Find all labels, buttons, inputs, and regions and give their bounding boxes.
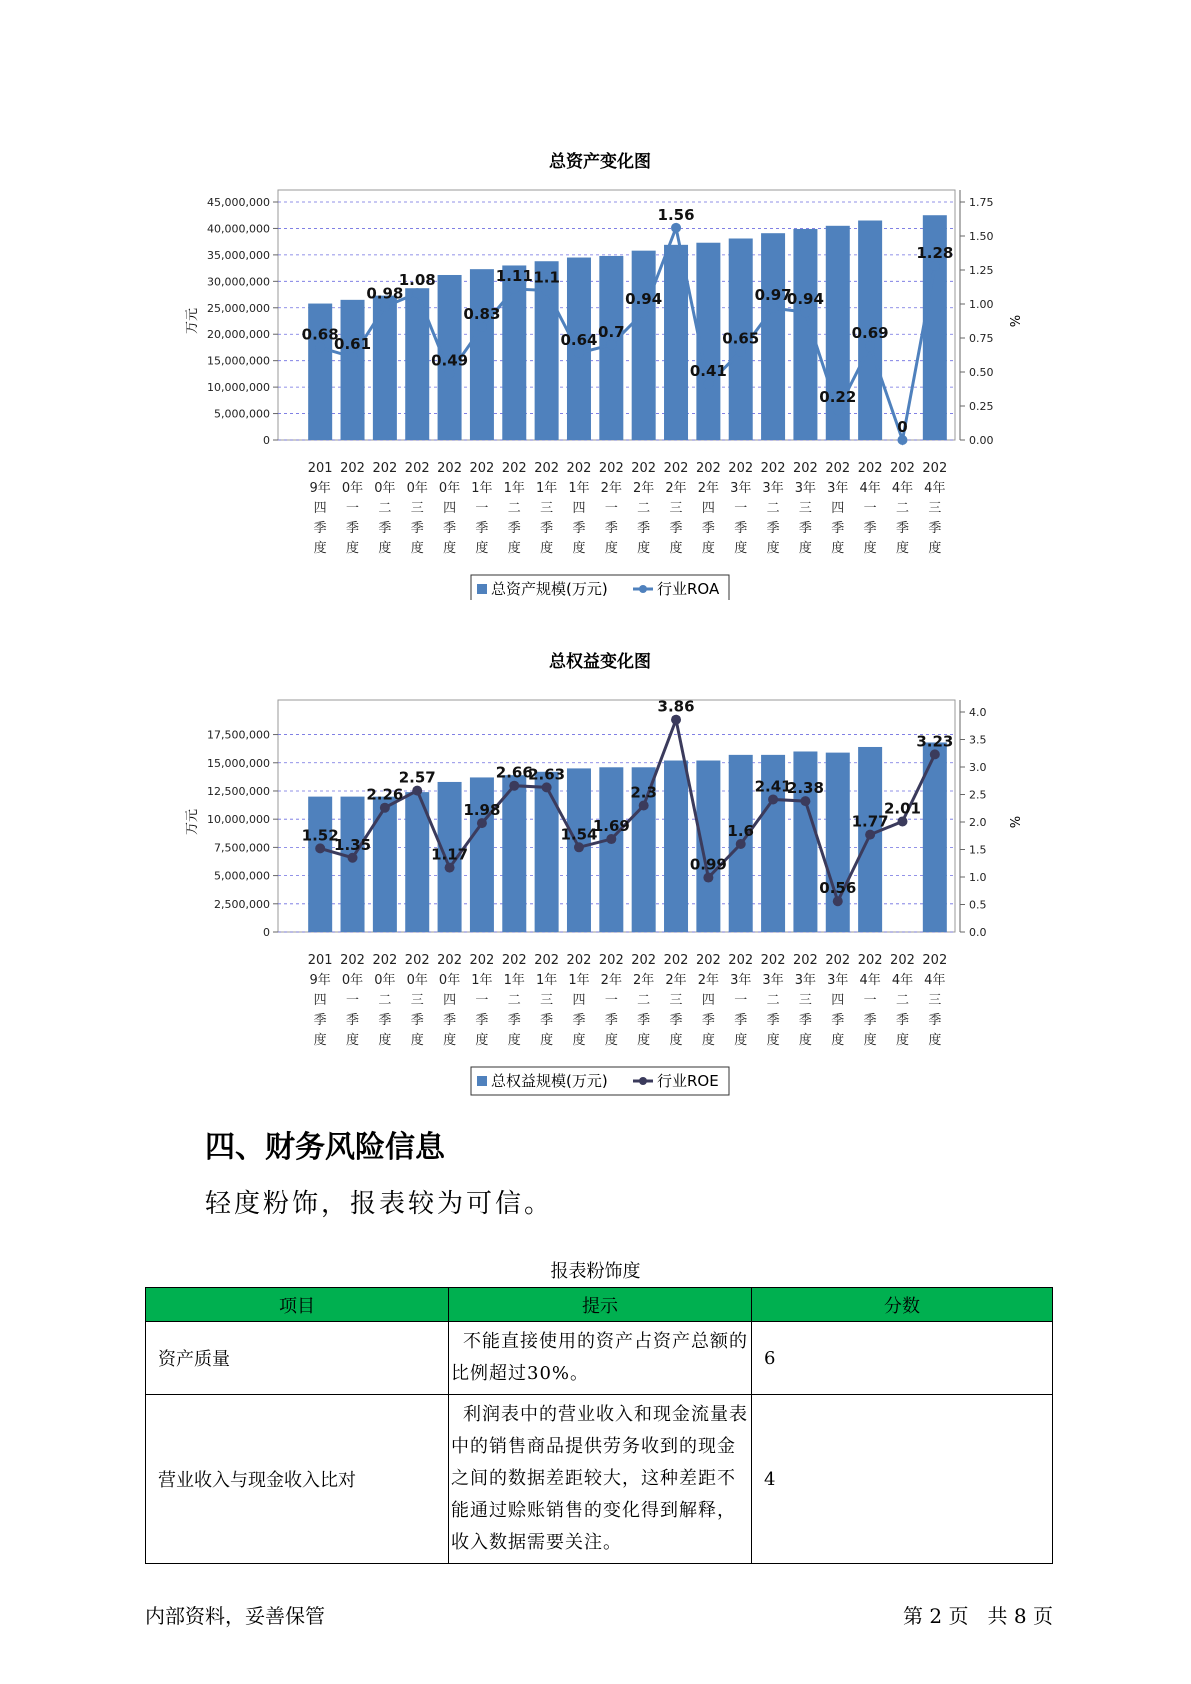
total-equity-chart bbox=[0, 640, 1191, 1100]
section-title: 四、财务风险信息 bbox=[205, 1130, 445, 1165]
data-label: 2.01 bbox=[883, 799, 921, 818]
x-tick-label: 202 4年三季度 bbox=[922, 953, 948, 1048]
x-tick-label: 202 0年二季度 bbox=[372, 953, 398, 1048]
footer-page-number: 第 2 页 共 8 页 bbox=[903, 1604, 1053, 1628]
data-label: 0.64 bbox=[560, 330, 598, 349]
bar bbox=[632, 251, 656, 440]
bar bbox=[761, 233, 785, 440]
y-tick-label: 12,500,000 bbox=[207, 784, 270, 798]
bar bbox=[696, 761, 720, 932]
data-label: 1.28 bbox=[916, 243, 954, 262]
x-tick-label: 202 1年二季度 bbox=[501, 461, 527, 556]
x-tick-label: 202 2年三季度 bbox=[663, 953, 689, 1048]
line-point bbox=[703, 873, 713, 883]
data-label: 1.69 bbox=[592, 817, 630, 836]
y-tick-label: 7,500,000 bbox=[214, 841, 270, 855]
row-hint: 利润表中的营业收入和现金流量表中的销售商品提供劳务收到的现金之间的数据差距较大，这种差距不能通过赊账销售的变化得到解释，收入数据需要关注。 bbox=[449, 1395, 752, 1564]
data-label: 1.08 bbox=[398, 271, 436, 290]
line-point bbox=[800, 307, 810, 317]
chart-svg bbox=[0, 140, 1191, 600]
data-label: 1.1 bbox=[533, 268, 560, 287]
x-tick-label: 202 3年四季度 bbox=[825, 953, 851, 1048]
data-label: 1.56 bbox=[657, 205, 695, 224]
y2-tick-label: 1.50 bbox=[969, 230, 994, 243]
line-point bbox=[509, 284, 519, 294]
data-label: 0.83 bbox=[463, 305, 501, 324]
line-point bbox=[477, 322, 487, 332]
legend-line-marker bbox=[639, 585, 647, 593]
legend-line-marker bbox=[639, 1077, 647, 1085]
line-point bbox=[865, 341, 875, 351]
legend-line-label: 行业ROA bbox=[657, 580, 720, 598]
data-label: 0.49 bbox=[431, 351, 469, 370]
y2-tick-label: 0.25 bbox=[969, 400, 994, 413]
data-label: 2.63 bbox=[528, 765, 566, 784]
chart-svg bbox=[0, 640, 1191, 1100]
x-tick-label: 202 2年一季度 bbox=[598, 953, 624, 1048]
line-point bbox=[542, 285, 552, 295]
line-point bbox=[671, 223, 681, 233]
y-tick-label: 45,000,000 bbox=[207, 196, 270, 209]
x-tick-label: 201 9年四季度 bbox=[307, 461, 333, 556]
line-point bbox=[639, 801, 649, 811]
x-tick-label: 202 2年三季度 bbox=[663, 461, 689, 556]
line-point bbox=[736, 839, 746, 849]
y2-tick-label: 0.5 bbox=[969, 898, 987, 912]
y-tick-label: 17,500,000 bbox=[207, 728, 270, 742]
x-tick-label: 202 4年一季度 bbox=[857, 461, 883, 556]
line-point bbox=[768, 794, 778, 804]
line-point bbox=[671, 715, 681, 725]
y-tick-label: 20,000,000 bbox=[207, 328, 270, 342]
data-label: 0.56 bbox=[819, 879, 857, 898]
data-label: 0.22 bbox=[819, 388, 857, 407]
data-label: 1.17 bbox=[431, 845, 469, 864]
section-summary: 轻度粉饰，报表较为可信。 bbox=[205, 1189, 554, 1219]
data-label: 0.61 bbox=[334, 335, 372, 354]
y2-tick-label: 1.5 bbox=[969, 843, 987, 857]
x-tick-label: 202 3年三季度 bbox=[793, 953, 818, 1048]
x-tick-label: 202 1年四季度 bbox=[566, 953, 592, 1048]
chart-title: 总权益变化图 bbox=[549, 652, 651, 672]
line-point bbox=[930, 261, 940, 271]
x-tick-label: 202 3年二季度 bbox=[760, 461, 786, 556]
y2-tick-label: 1.25 bbox=[969, 264, 994, 277]
y-tick-label: 2,500,000 bbox=[214, 897, 270, 911]
y2-axis-title: % bbox=[1006, 314, 1021, 328]
x-tick-label: 202 1年四季度 bbox=[566, 461, 592, 556]
row-item: 营业收入与现金收入比对 bbox=[146, 1395, 449, 1564]
data-label: 2.66 bbox=[495, 763, 533, 782]
y-tick-label: 25,000,000 bbox=[207, 301, 270, 315]
footer-confidential: 内部资料，妥善保管 bbox=[145, 1604, 325, 1628]
line-point bbox=[897, 435, 907, 445]
data-label: 2.41 bbox=[754, 777, 792, 796]
y2-tick-label: 0.50 bbox=[969, 366, 994, 379]
data-label: 1.52 bbox=[301, 826, 339, 845]
data-label: 0 bbox=[897, 418, 908, 436]
bar bbox=[470, 269, 494, 440]
legend-bar-swatch bbox=[477, 1076, 487, 1086]
data-label: 1.6 bbox=[727, 822, 755, 840]
y2-tick-label: 1.00 bbox=[969, 298, 994, 311]
x-tick-label: 202 3年四季度 bbox=[825, 461, 851, 556]
y-tick-label: 40,000,000 bbox=[207, 222, 270, 236]
table-header-row bbox=[146, 1288, 1053, 1322]
header-score: 分数 bbox=[752, 1288, 1053, 1322]
line-point bbox=[445, 368, 455, 378]
data-label: 2.3 bbox=[630, 783, 657, 802]
legend-bar-swatch bbox=[477, 584, 487, 594]
y2-tick-label: 4.0 bbox=[969, 706, 987, 719]
y-tick-label: 35,000,000 bbox=[207, 248, 270, 262]
line-point bbox=[315, 843, 325, 853]
line-point bbox=[639, 307, 649, 317]
x-tick-label: 202 3年二季度 bbox=[760, 953, 786, 1048]
legend-bar-label: 总权益规模(万元) bbox=[491, 1072, 608, 1090]
y-tick-label: 5,000,000 bbox=[214, 407, 270, 421]
table-row bbox=[146, 1395, 1053, 1564]
line-point bbox=[800, 796, 810, 806]
bar bbox=[599, 767, 623, 932]
x-tick-label: 202 4年三季度 bbox=[922, 461, 948, 556]
y2-tick-label: 1.75 bbox=[969, 196, 994, 209]
data-label: 2.57 bbox=[398, 768, 436, 787]
x-tick-label: 202 3年三季度 bbox=[793, 461, 818, 556]
x-tick-label: 202 2年二季度 bbox=[631, 953, 657, 1048]
x-tick-label: 202 0年四季度 bbox=[437, 461, 462, 556]
x-tick-label: 202 4年二季度 bbox=[890, 461, 915, 556]
data-label: 0.97 bbox=[754, 286, 792, 305]
x-tick-label: 202 0年一季度 bbox=[340, 953, 365, 1048]
x-tick-label: 202 2年四季度 bbox=[695, 953, 721, 1048]
legend-line-label: 行业ROE bbox=[657, 1072, 719, 1090]
line-point bbox=[348, 352, 358, 362]
line-point bbox=[380, 302, 390, 312]
x-tick-label: 202 1年三季度 bbox=[534, 461, 560, 556]
line-point bbox=[897, 816, 907, 826]
y-tick-label: 0 bbox=[263, 926, 270, 939]
bar bbox=[341, 300, 365, 440]
bar bbox=[341, 797, 365, 932]
line-point bbox=[542, 782, 552, 792]
data-label: 0.98 bbox=[366, 284, 404, 303]
x-tick-label: 202 1年三季度 bbox=[534, 953, 560, 1048]
bar bbox=[308, 304, 332, 440]
row-score: 4 bbox=[752, 1395, 1053, 1564]
table-caption: 报表粉饰度 bbox=[550, 1261, 641, 1282]
x-tick-label: 202 2年四季度 bbox=[695, 461, 721, 556]
line-point bbox=[509, 781, 519, 791]
x-tick-label: 202 2年二季度 bbox=[631, 461, 657, 556]
y-tick-label: 10,000,000 bbox=[207, 813, 270, 827]
line-point bbox=[574, 842, 584, 852]
x-tick-label: 202 0年三季度 bbox=[404, 461, 430, 556]
x-tick-label: 202 1年一季度 bbox=[469, 953, 495, 1048]
line-point bbox=[445, 863, 455, 873]
row-score: 6 bbox=[752, 1322, 1053, 1395]
x-tick-label: 202 3年一季度 bbox=[728, 461, 754, 556]
data-label: 2.38 bbox=[786, 779, 824, 798]
y-tick-label: 15,000,000 bbox=[207, 756, 270, 770]
line-point bbox=[606, 834, 616, 844]
x-tick-label: 202 4年一季度 bbox=[857, 953, 883, 1048]
y2-tick-label: 3.0 bbox=[969, 761, 987, 774]
data-label: 0.7 bbox=[598, 322, 625, 341]
data-label: 1.77 bbox=[851, 812, 889, 831]
line-point bbox=[574, 348, 584, 358]
row-hint: 不能直接使用的资产占资产总额的比例超过30%。 bbox=[449, 1322, 752, 1395]
line-point bbox=[477, 818, 487, 828]
y2-tick-label: 2.0 bbox=[969, 816, 987, 829]
legend-bar-label: 总资产规模(万元) bbox=[491, 580, 608, 598]
y-tick-label: 15,000,000 bbox=[207, 354, 270, 368]
x-tick-label: 202 1年一季度 bbox=[469, 461, 495, 556]
data-label: 0.41 bbox=[689, 362, 727, 381]
line-point bbox=[412, 288, 422, 298]
line-point bbox=[833, 896, 843, 906]
data-label: 1.98 bbox=[463, 801, 501, 820]
total-assets-chart bbox=[0, 140, 1191, 600]
row-item: 资产质量 bbox=[146, 1322, 449, 1395]
line-point bbox=[930, 749, 940, 759]
bar bbox=[664, 761, 688, 932]
bar bbox=[535, 772, 559, 932]
data-label: 1.54 bbox=[560, 825, 598, 844]
data-label: 1.11 bbox=[495, 267, 533, 286]
data-label: 0.69 bbox=[851, 324, 889, 343]
line-point bbox=[315, 343, 325, 353]
data-label: 0.94 bbox=[786, 290, 824, 309]
line-point bbox=[348, 853, 358, 863]
y2-axis-title: % bbox=[1006, 815, 1021, 829]
x-tick-label: 202 0年三季度 bbox=[404, 953, 430, 1048]
bar bbox=[502, 775, 526, 932]
data-label: 3.23 bbox=[916, 732, 954, 751]
line-point bbox=[865, 830, 875, 840]
x-tick-label: 202 4年二季度 bbox=[890, 953, 915, 1048]
line-point bbox=[703, 379, 713, 389]
x-tick-label: 202 0年一季度 bbox=[340, 461, 365, 556]
data-label: 0.68 bbox=[301, 325, 339, 344]
y2-tick-label: 0.0 bbox=[969, 926, 987, 939]
chart-title: 总资产变化图 bbox=[549, 152, 651, 172]
y-tick-label: 5,000,000 bbox=[214, 869, 270, 883]
line-point bbox=[768, 303, 778, 313]
y-tick-label: 0 bbox=[263, 434, 270, 447]
line-point bbox=[380, 803, 390, 813]
x-tick-label: 202 3年一季度 bbox=[728, 953, 754, 1048]
data-label: 0.94 bbox=[625, 290, 663, 309]
y-axis-title: 万元 bbox=[185, 307, 200, 335]
x-tick-label: 202 2年一季度 bbox=[598, 461, 624, 556]
data-label: 0.65 bbox=[722, 329, 760, 348]
y2-tick-label: 3.5 bbox=[969, 733, 987, 747]
header-item: 项目 bbox=[146, 1288, 449, 1322]
x-tick-label: 201 9年四季度 bbox=[307, 953, 333, 1048]
data-label: 0.99 bbox=[689, 855, 727, 874]
line-point bbox=[606, 340, 616, 350]
y2-tick-label: 1.0 bbox=[969, 871, 987, 884]
line-point bbox=[412, 786, 422, 796]
y2-tick-label: 0.00 bbox=[969, 434, 994, 447]
bar bbox=[373, 797, 397, 932]
y2-tick-label: 2.5 bbox=[969, 788, 987, 802]
y2-tick-label: 0.75 bbox=[969, 332, 994, 345]
x-tick-label: 202 1年二季度 bbox=[501, 953, 527, 1048]
data-label: 2.26 bbox=[366, 785, 404, 804]
bar bbox=[308, 797, 332, 932]
y-tick-label: 10,000,000 bbox=[207, 381, 270, 395]
whitewash-table bbox=[145, 1287, 1053, 1564]
y-axis-title: 万元 bbox=[185, 808, 200, 836]
x-tick-label: 202 0年四季度 bbox=[437, 953, 462, 1048]
y-tick-label: 30,000,000 bbox=[207, 275, 270, 289]
x-tick-label: 202 0年二季度 bbox=[372, 461, 398, 556]
table-row bbox=[146, 1322, 1053, 1395]
data-label: 3.86 bbox=[657, 697, 695, 716]
data-label: 1.35 bbox=[334, 835, 372, 854]
header-hint: 提示 bbox=[449, 1288, 752, 1322]
line-point bbox=[833, 405, 843, 415]
line-point bbox=[736, 347, 746, 357]
